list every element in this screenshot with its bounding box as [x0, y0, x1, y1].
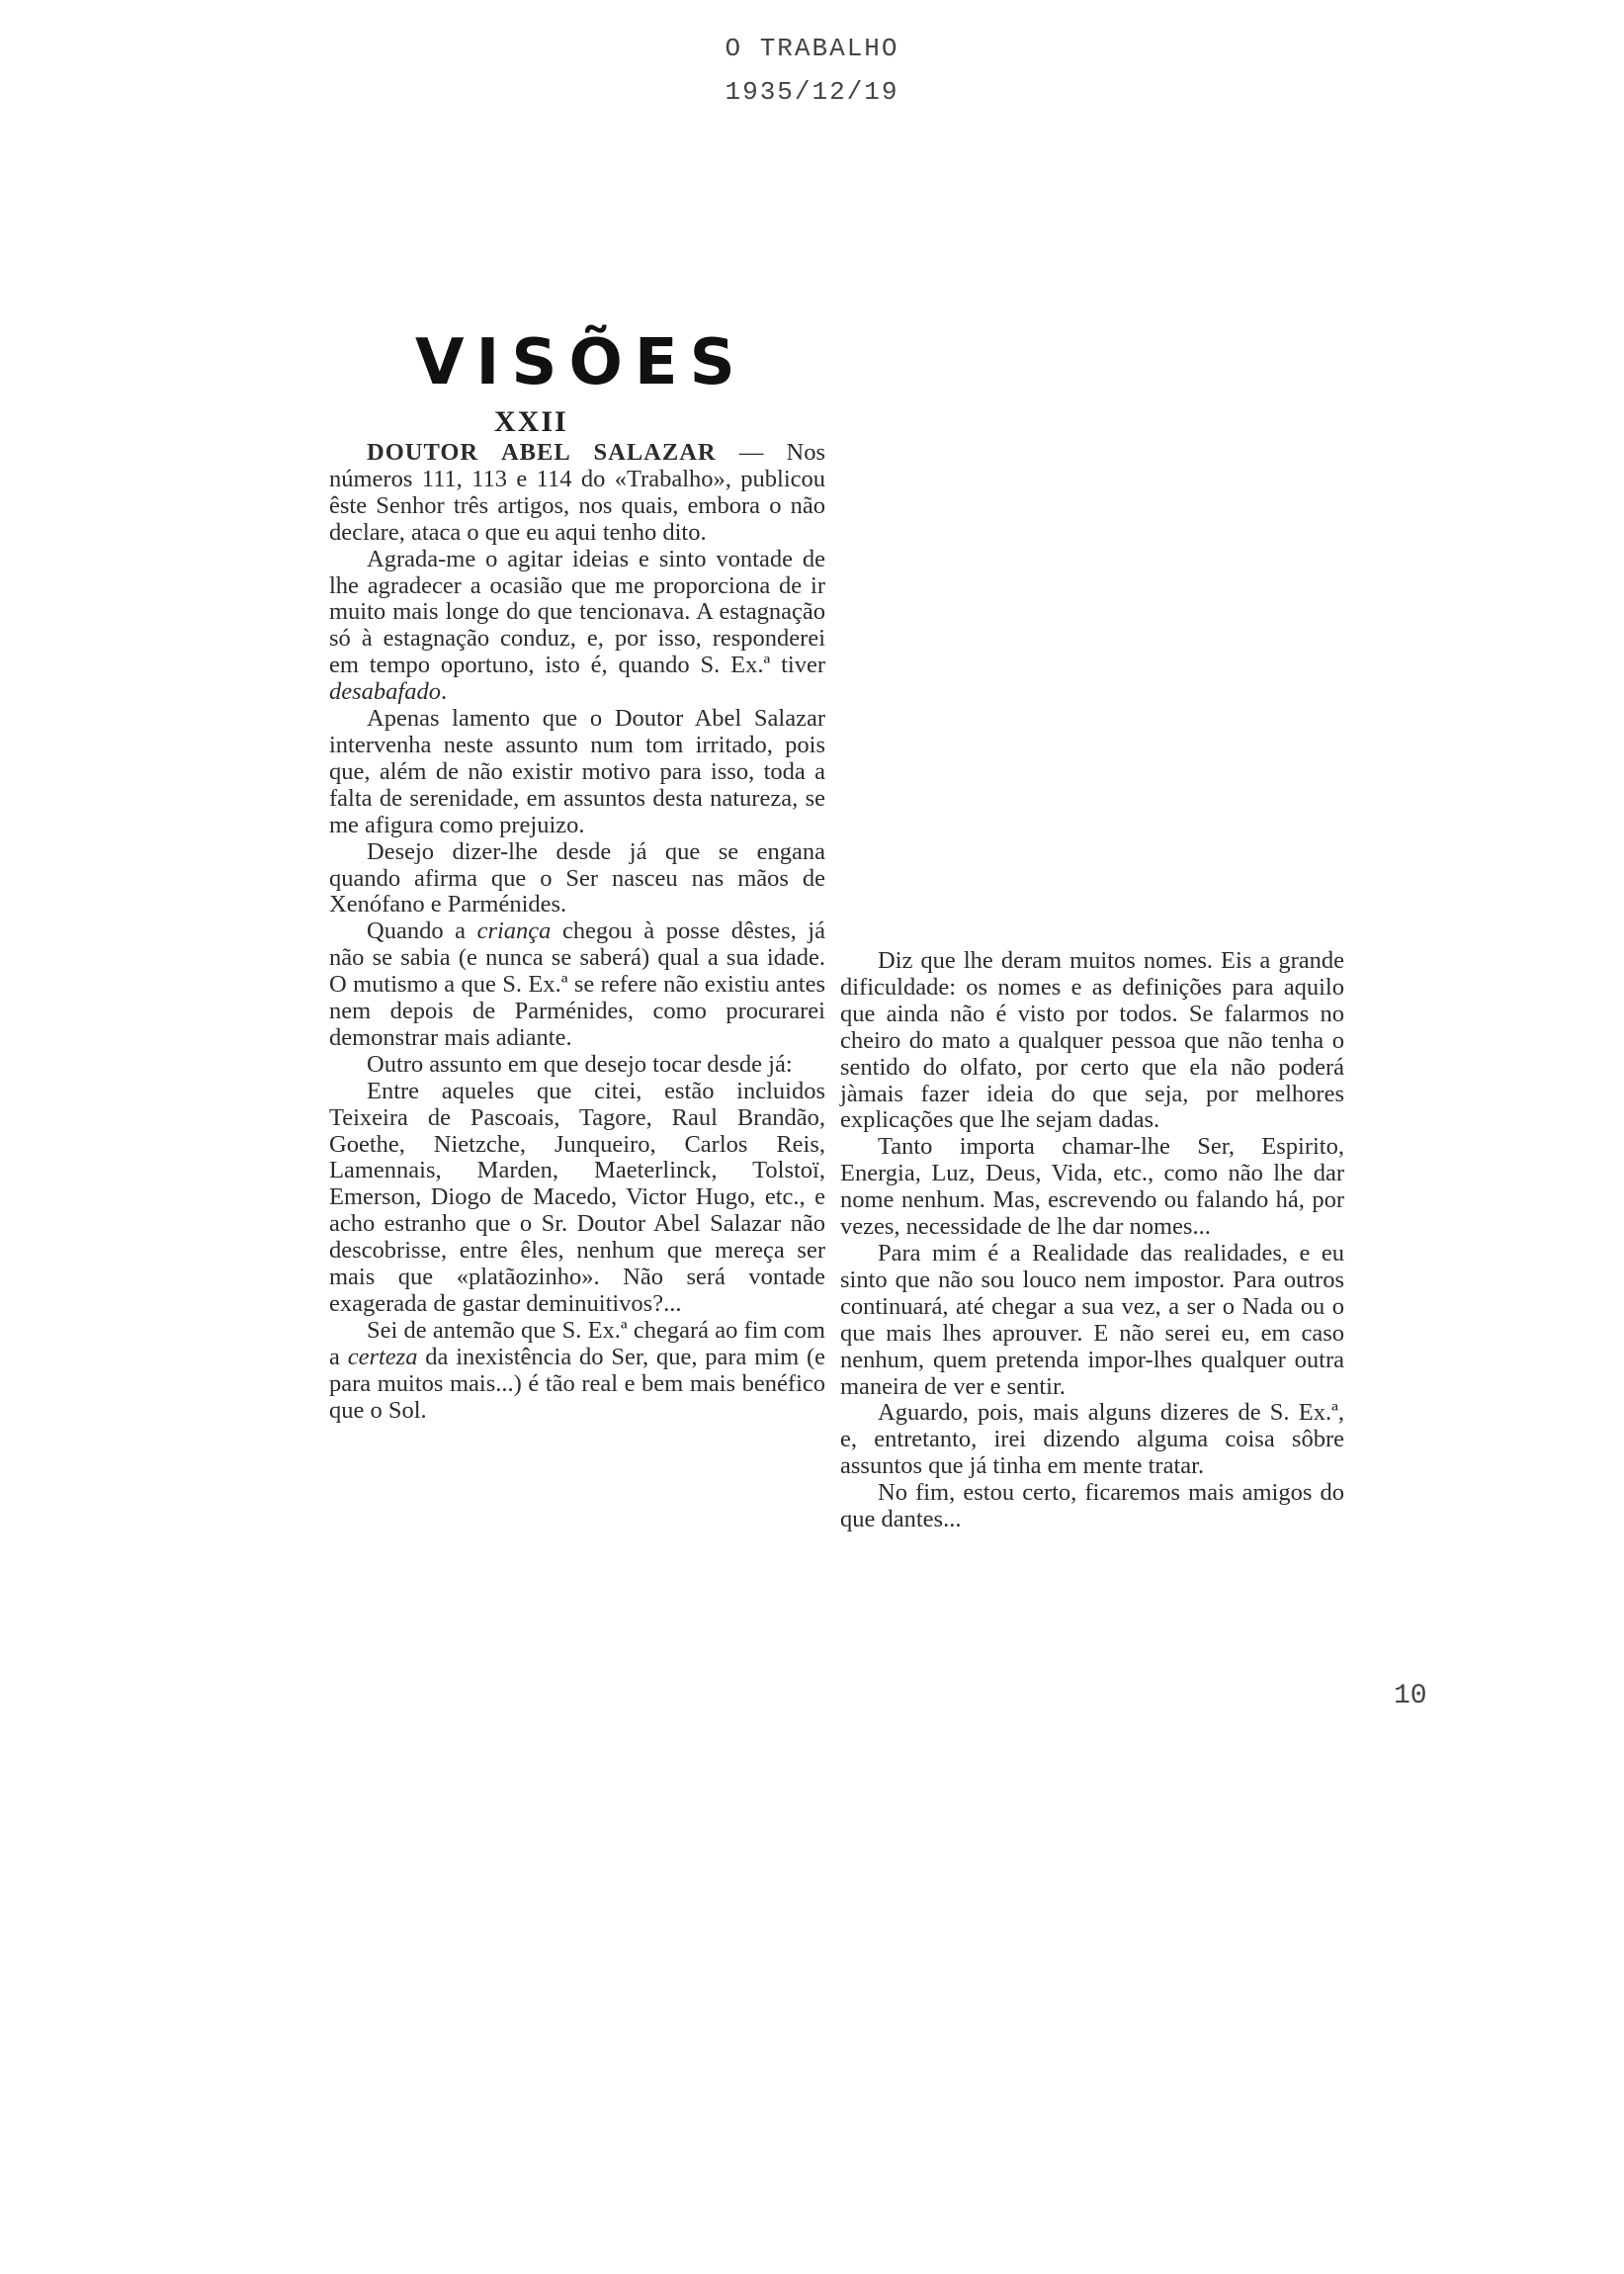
paragraph-text: Quando a — [367, 918, 477, 945]
paragraph-text: Sei de antemão que S. Ex.ª chegará ao fim com a — [329, 1316, 825, 1370]
article-title: VISÕES — [415, 326, 747, 399]
paragraph: Apenas lamento que o Doutor Abel Salazar intervenha neste assunto num tom irritado, pois que, além de não existir motivo para isso, toda a falta de serenidade, em assuntos desta natureza, se me afigura como prejuizo. — [329, 705, 825, 838]
paragraph-text: — Nos números 111, 113 e 114 do «Trabalho», publicou êste Senhor três artigos, nos quais, embora o não declare, ataca o que eu aqui tenho dito. — [329, 439, 826, 546]
paragraph — [329, 547, 825, 706]
paragraph: Desejo dizer-lhe desde já que se engana quando afirma que o Ser nasceu nas mãos de Xenófano e Parménides. — [329, 837, 825, 918]
paragraph: Entre aqueles que citei, estão incluidos Teixeira de Pascoais, Tagore, Raul Brandão, Goethe, Nietzche, Junqueiro, Carlos Reis, Lamennais, Marden, Maeterlinck, Tolstoï, Emerson, Diogo de Macedo, Victor Hugo, etc., e acho estranho que o Sr. Doutor Abel Salazar não descobrisse, entre êles, nenhum que mereça ser mais que «platãozinho». Não será vontade exagerada de gastar deminuitivos?... — [329, 1077, 825, 1317]
emphasis-text: desabafado — [329, 678, 441, 706]
emphasis-text: criança — [476, 918, 552, 945]
lead-name: DOUTOR ABEL SALAZAR — [367, 439, 717, 466]
paragraph: Diz que lhe deram muitos nomes. Eis a grande dificuldade: os nomes e as definições para aquilo que ainda não é visto por todos. Se falarmos no cheiro do mato a qualquer pessoa que não tenha o sentido do olfato, por certo que ela não poderá jàmais fazer ideia do que seja, por melhores explicações que lhe sejam dadas. — [840, 947, 1344, 1134]
paragraph: Aguardo, pois, mais alguns dizeres de S. Ex.ª, e, entretanto, irei dizendo alguma coisa sôbre assuntos que já tinha em mente tratar. — [840, 1399, 1344, 1480]
paragraph: Tanto importa chamar-lhe Ser, Espirito, Energia, Luz, Deus, Vida, etc., como não lhe dar nome nenhum. Mas, escrevendo ou falando há, por vezes, necessidade de lhe dar nomes... — [840, 1133, 1344, 1241]
paragraph — [329, 440, 825, 547]
paragraph-text: Agrada-me o agitar ideias e sinto vontade de lhe agradecer a ocasião que me proporciona de ir muito mais longe do que tencionava. A estagnação só à estagnação conduz, e, por isso, responderei em tempo oportuno, isto é, quando S. Ex.ª tiver — [329, 545, 825, 679]
article-numeral: XXII — [494, 405, 568, 438]
paragraph: Outro assunto em que desejo tocar desde já: — [367, 1050, 793, 1078]
paragraph-text: . — [440, 678, 448, 706]
emphasis-text: certeza — [347, 1343, 418, 1370]
paragraph-text: da inexistência do Ser, que, para mim (e para muitos mais...) é tão real e bem mais benéfico que o Sol. — [329, 1343, 826, 1424]
left-column — [329, 440, 825, 1425]
paragraph — [329, 918, 825, 1052]
publication-date: 1935/12/19 — [725, 77, 899, 107]
publication-name: O TRABALHO — [725, 34, 899, 63]
right-column — [840, 948, 1344, 1533]
paragraph: No fim, estou certo, ficaremos mais amigos do que dantes... — [840, 1479, 1344, 1533]
page-number: 10 — [1394, 1681, 1427, 1711]
paragraph: Para mim é a Realidade das realidades, e eu sinto que não sou louco nem impostor. Para outros continuará, até chegar a sua vez, a ser o Nada ou o que mais lhes aprouver. E não serei eu, em caso nenhum, quem pretenda impor-lhes qualquer outra maneira de ver e sentir. — [840, 1239, 1344, 1400]
paragraph — [329, 1318, 825, 1425]
paragraph-text: chegou à posse dêstes, já não se sabia (e nunca se saberá) qual a sua idade. O mutismo a que S. Ex.ª se refere não existiu antes nem depois de Parménides, como procurarei demonstrar mais adiante. — [329, 918, 825, 1051]
